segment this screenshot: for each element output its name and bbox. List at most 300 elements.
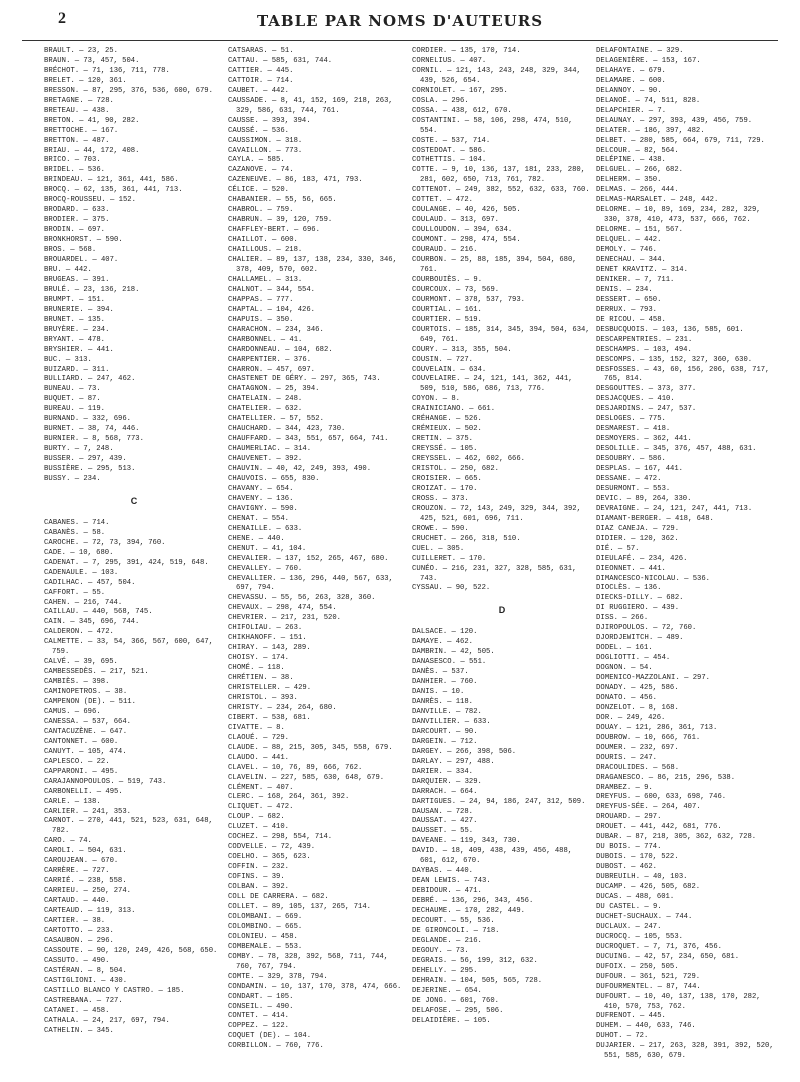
author-name: CLAOUÉ	[228, 733, 255, 742]
index-entry	[44, 425, 224, 435]
page-references: . — 442.	[254, 86, 289, 95]
author-name: DELCOUR	[596, 146, 627, 155]
page-references: . — 600.	[83, 737, 119, 746]
author-name: DELORME	[596, 226, 627, 235]
page-references: . — 118.	[438, 698, 473, 707]
author-name: DUCROCQ	[596, 932, 627, 941]
index-entry	[44, 847, 224, 857]
index-entry	[44, 728, 224, 738]
page-references: . — 234.	[74, 325, 110, 334]
index-entry	[412, 907, 592, 917]
author-name: DELMAS	[596, 186, 623, 195]
page-references: . — 247.	[626, 922, 662, 931]
author-name: DARTIGUES	[412, 797, 452, 806]
index-entry	[44, 857, 224, 867]
author-name: DUBAR	[596, 833, 619, 842]
index-entry	[228, 664, 408, 674]
author-name: CHRISTY	[228, 703, 259, 712]
index-entry	[412, 668, 592, 678]
author-name: DUCAMP	[596, 883, 623, 892]
page-references: . — 313.	[57, 355, 92, 364]
author-name: CHABRUN	[228, 216, 259, 225]
index-entry	[412, 1007, 592, 1017]
index-entry	[412, 887, 592, 897]
page-references: . — 33, 54, 366, 567, 600, 647, 759.	[52, 638, 214, 657]
author-name: CHIFOLIAU	[228, 624, 268, 633]
author-name: CADENAULE	[44, 568, 84, 577]
author-name: BRUGEAS	[44, 275, 75, 284]
page-references: . — 238, 558.	[70, 877, 127, 886]
author-name: CREYSSEL	[412, 455, 448, 464]
author-name: BRU	[44, 265, 58, 274]
page-references: . — 72, 73, 394, 760.	[74, 538, 166, 547]
index-entry	[44, 346, 224, 356]
page-references: . — 280, 585, 664, 679, 711, 729.	[622, 136, 765, 145]
page-number: 2	[58, 10, 66, 27]
author-name: DELAHAYE	[596, 66, 632, 75]
author-name: CASSOUTE	[44, 946, 80, 955]
index-entry	[412, 236, 592, 246]
page-references: . — 454.	[635, 654, 671, 663]
index-entry	[412, 867, 592, 877]
index-entry	[596, 1042, 776, 1062]
index-entry	[44, 226, 224, 236]
index-entry	[228, 415, 408, 425]
index-entry	[44, 166, 224, 176]
page-references: . — 350.	[258, 315, 294, 324]
index-entry	[44, 326, 224, 336]
author-name: DESMAREST	[596, 425, 636, 434]
page-references: . — 537, 664.	[74, 717, 131, 726]
author-name: CODVELLE	[228, 843, 264, 852]
page-references: . — 78, 328, 392, 568, 711, 744, 760, 767, 794.	[236, 952, 389, 971]
page-references: . — 119, 343, 730.	[442, 837, 521, 846]
author-name: CAUBET	[228, 86, 255, 95]
index-entry	[44, 678, 224, 688]
author-name: CHENAILLE	[228, 524, 268, 533]
page-references: . — 151.	[70, 295, 105, 304]
index-entry	[228, 774, 408, 784]
author-name: COURBOUIÈS	[412, 275, 457, 284]
author-name: CHAPTAL	[228, 305, 259, 314]
page-references: . — 495.	[83, 767, 119, 776]
page-references: . — 295, 506.	[447, 1006, 504, 1015]
index-entry	[44, 638, 224, 658]
page-references: . — 104, 505, 565, 728.	[442, 976, 543, 985]
page-references: . — 120.	[442, 628, 478, 637]
page-references: . — 87, 295, 376, 536, 600, 679.	[74, 86, 213, 95]
page-references: . — 121, 286, 361, 713.	[618, 723, 718, 732]
author-name: DEVRAIGNE	[596, 504, 636, 513]
index-entry	[44, 415, 224, 425]
page-references: . — 458.	[74, 1006, 110, 1015]
author-name: DEVIC	[596, 494, 619, 503]
page-references: . — 634.	[451, 365, 487, 374]
page-references: . — 472.	[438, 196, 473, 205]
index-entry	[228, 604, 408, 614]
page-references: . — 392.	[254, 883, 289, 892]
author-name: DAVID	[412, 847, 435, 856]
page-references: . — 38.	[96, 688, 128, 697]
index-entry	[44, 628, 224, 638]
author-name: DESFOSSES	[596, 365, 636, 374]
index-entry	[228, 336, 408, 346]
page-references: . — 8, 168.	[631, 703, 679, 712]
index-entry	[44, 698, 224, 708]
author-name: DROUARD	[596, 813, 627, 822]
index-entry	[44, 186, 224, 196]
page-references: . — 457, 697.	[258, 365, 315, 374]
page-references: . — 318.	[267, 136, 303, 145]
index-entry	[44, 688, 224, 698]
index-entry	[596, 1012, 776, 1022]
author-name: CONSEIL	[228, 1002, 259, 1011]
author-name: DELBET	[596, 136, 623, 145]
page-references: . — 538, 681.	[254, 713, 311, 722]
author-name: BRETTOCHE	[44, 126, 84, 135]
index-entry	[596, 346, 776, 356]
page-references: . — 89, 105, 137, 265, 714.	[254, 902, 371, 911]
page-references: . — 425, 586.	[622, 684, 679, 692]
page-references: . — 10, 680.	[61, 548, 114, 557]
page-references: . — 429.	[276, 684, 312, 692]
author-name: BUSSIÈRE	[44, 465, 80, 474]
page-references: . — 344, 423, 730.	[267, 425, 346, 434]
author-name: COLBAN	[228, 883, 255, 892]
page-references: . — 10.	[434, 688, 465, 697]
author-name: DELGUEL	[596, 166, 627, 175]
author-name: CHABROL	[228, 206, 259, 215]
page-references: . — 136.	[626, 584, 662, 593]
page-references: . — 39, 120, 759.	[258, 216, 333, 225]
page-references: . — 440.	[438, 867, 473, 876]
author-name: CLAUDE	[228, 743, 255, 752]
page-references: . — 456.	[622, 693, 657, 702]
index-entry	[228, 525, 408, 535]
author-name: COURY	[412, 345, 435, 354]
page-references: . — 234.	[66, 474, 101, 483]
index-entry	[412, 788, 592, 798]
author-name: CLIQUET	[228, 803, 259, 812]
page-references: . — 536.	[254, 126, 289, 135]
page-references: . — 478.	[70, 335, 105, 344]
author-name: DREYFUS	[596, 793, 627, 802]
index-entry	[412, 366, 592, 376]
index-entry	[412, 937, 592, 947]
author-name: DELMAS-MARSALET	[596, 196, 663, 205]
page-references: . — 72, 143, 249, 329, 344, 392, 425, 521, 601, 696, 711.	[420, 504, 581, 523]
author-name: DIEONNET	[596, 564, 632, 573]
index-entry	[44, 77, 224, 87]
author-name: CHAUVOIS	[228, 474, 264, 483]
index-entry	[228, 913, 408, 923]
page-references: . — 72.	[618, 1032, 649, 1041]
index-entry	[596, 853, 776, 863]
author-name: CHATAGNON	[228, 385, 268, 394]
page-references: . — 135.	[70, 315, 105, 324]
index-entry	[596, 654, 776, 664]
index-entry	[412, 395, 592, 405]
page-references: . — 104.	[276, 1032, 312, 1041]
author-name: DIECKS-DILLY	[596, 594, 649, 603]
page-references: . — 361, 521, 729.	[622, 972, 701, 981]
index-entry	[228, 256, 408, 276]
index-entry	[44, 589, 224, 599]
author-name: BRUNERIE	[44, 305, 80, 314]
index-entry	[596, 405, 776, 415]
author-name: DELAGENIÈRE	[596, 56, 645, 65]
author-name: COURTIER	[412, 315, 448, 324]
index-entry	[596, 833, 776, 843]
author-name: DUFOUR	[596, 972, 623, 981]
author-name: DAMAYE	[412, 638, 439, 647]
page-references: . — 438, 612, 670.	[434, 106, 512, 115]
page-references: . — 40, 42, 249, 393, 490.	[258, 465, 372, 474]
author-name: CUEL	[412, 544, 430, 553]
index-entry	[228, 565, 408, 575]
author-name: CUILLERET	[412, 554, 452, 563]
index-entry	[596, 336, 776, 346]
index-entry	[596, 1032, 776, 1042]
author-name: DIÉ	[596, 544, 610, 553]
author-name: CIVATTE	[228, 723, 259, 732]
author-name: DAYBAS	[412, 867, 439, 876]
page-references: . — 554.	[254, 514, 289, 523]
author-name: COSTE	[412, 136, 435, 145]
page-references: . — 407.	[83, 256, 119, 265]
page-references: . — 250, 274.	[74, 887, 131, 896]
page-references: . — 458.	[263, 932, 298, 941]
page-references: . — 248.	[267, 395, 303, 404]
author-name: COSLA	[412, 96, 435, 105]
index-entry	[228, 953, 408, 973]
index-entry	[44, 256, 224, 266]
page-references: . — 233.	[79, 926, 114, 935]
author-name: DE GIRONCOLI	[412, 926, 465, 935]
author-name: DENIKER	[596, 275, 627, 284]
index-entry	[412, 897, 592, 907]
page-references: . — 297.	[626, 813, 662, 822]
author-name: DARGEY	[412, 747, 439, 756]
author-name: COUSIN	[412, 355, 439, 364]
index-entry	[44, 927, 224, 937]
index-entry	[596, 714, 776, 724]
page-references: . — 170.	[442, 484, 478, 493]
index-entry	[596, 764, 776, 774]
author-name: CORNIL	[412, 66, 439, 75]
page-header	[36, 12, 764, 38]
author-name: CHALNOT	[228, 285, 259, 294]
author-name: BRONKHORST	[44, 236, 89, 245]
page-references: . — 51.	[263, 47, 294, 55]
page-references: . — 167, 295.	[451, 86, 508, 95]
index-column-1	[44, 47, 228, 1072]
page-references: . — 394.	[79, 305, 114, 314]
author-name: CORNELIUS	[412, 56, 452, 65]
author-name: CANTACUZÈNE	[44, 727, 93, 736]
index-entry	[596, 286, 776, 296]
author-name: BURNET	[44, 425, 71, 434]
author-name: CHAVIGNY	[228, 504, 264, 513]
index-column-3	[412, 47, 596, 1072]
author-name: DJORDJEWITCH	[596, 634, 649, 643]
index-entry	[596, 674, 776, 684]
page-references: . — 728.	[79, 96, 114, 105]
index-entry	[596, 326, 776, 336]
page-references: . — 633.	[456, 717, 491, 726]
author-name: DELANNOY	[596, 86, 632, 95]
author-name: CATHELIN	[44, 1026, 80, 1035]
page-references: . — 136, 296, 343, 456.	[434, 897, 534, 906]
page-references: . — 105, 474.	[70, 747, 127, 756]
index-entry	[228, 395, 408, 405]
index-entry	[412, 47, 592, 57]
index-entry	[228, 764, 408, 774]
index-entry	[412, 186, 592, 196]
page-references: . — 42, 505.	[442, 648, 495, 657]
author-name: CAMBIÈS	[44, 678, 75, 687]
author-name: DREYFUS-SÉE	[596, 803, 645, 812]
page-references: . — 600.	[263, 236, 298, 245]
index-entry	[412, 997, 592, 1007]
page-references: . — 440.	[74, 897, 110, 906]
index-entry	[596, 724, 776, 734]
index-entry	[44, 216, 224, 226]
index-entry	[596, 634, 776, 644]
author-name: CHRISTOL	[228, 693, 264, 702]
index-entry	[412, 827, 592, 837]
page-references: . — 654.	[447, 986, 482, 995]
author-name: CASTIGLIONI	[44, 976, 93, 985]
author-name: DESOLILLE	[596, 445, 636, 454]
author-name: CRÉMIEUX	[412, 425, 448, 434]
page-references: . — 119, 313.	[79, 907, 136, 916]
index-entry	[44, 276, 224, 286]
author-name: COUVELAIN	[412, 365, 452, 374]
author-name: CAVAILLON	[228, 146, 268, 155]
page-references: . — 55, 56, 665.	[267, 196, 337, 205]
index-entry	[412, 455, 592, 465]
index-entry	[228, 67, 408, 77]
author-name: DELÉPINE	[596, 156, 632, 165]
index-entry	[596, 913, 776, 923]
page-references: . — 185, 314, 345, 394, 504, 634, 649, 761.	[420, 325, 590, 344]
author-name: CARTEAUD	[44, 907, 80, 916]
page-references: . — 103.	[83, 568, 119, 577]
page-references: . — 418.	[635, 425, 671, 434]
page-references: . — 568.	[644, 763, 680, 772]
page-references: . — 601, 760.	[442, 996, 499, 1005]
page-references: . — 232, 697.	[622, 743, 679, 752]
page-references: . — 661.	[460, 405, 496, 414]
author-name: COLLET	[228, 902, 255, 911]
page-references: . — 537, 714.	[434, 136, 491, 145]
page-references: . — 782.	[447, 708, 482, 716]
page-references: . — 774.	[626, 843, 662, 852]
page-references: . — 471.	[447, 887, 482, 896]
page-references: . — 697.	[70, 226, 105, 235]
author-name: COTTENOT	[412, 186, 448, 195]
page-references: . — 729.	[644, 524, 680, 533]
page-references: . — 727.	[438, 355, 473, 364]
page-references: . — 502.	[447, 425, 482, 434]
page-references: . — 746.	[622, 246, 657, 255]
author-name: CHAVENY	[228, 494, 259, 503]
index-entry	[44, 147, 224, 157]
section-letter: C	[130, 495, 138, 506]
index-entry	[228, 147, 408, 157]
index-entry	[412, 286, 592, 296]
page-references: . — 682.	[250, 813, 285, 822]
page-references: . — 39, 695.	[66, 658, 118, 667]
index-entry	[412, 638, 592, 648]
index-entry	[228, 823, 408, 833]
author-name: COURTOIS	[412, 325, 448, 334]
author-name: DOGNON	[596, 664, 623, 673]
page-references: . — 696.	[285, 226, 320, 235]
author-name: CAPLESCO	[44, 757, 80, 766]
author-name: CLOUP	[228, 813, 251, 822]
author-name: DIAMANT-BERGER	[596, 514, 658, 523]
author-name: CARLE	[44, 797, 67, 806]
page-references: . — 8.	[434, 395, 460, 404]
index-entry	[412, 535, 592, 545]
author-name: DESCARPENTRIES	[596, 335, 658, 344]
author-name: BRICO	[44, 156, 67, 165]
page-references: . — 773.	[267, 146, 303, 155]
author-name: CONDAMIN	[228, 982, 264, 991]
page-references: . — 398.	[74, 678, 110, 687]
page-references: . — 343, 551, 657, 664, 741.	[267, 435, 389, 444]
author-name: CROWE	[412, 524, 435, 533]
page-references: . — 600.	[631, 76, 666, 85]
page-references: . — 58, 106, 298, 474, 510, 554.	[420, 116, 573, 135]
index-entry	[44, 176, 224, 186]
index-entry	[412, 555, 592, 565]
index-entry	[596, 784, 776, 794]
page-references: . — 86, 183, 471, 793.	[267, 176, 363, 185]
author-name: BRETEAU	[44, 106, 75, 115]
index-entry	[228, 97, 408, 117]
author-name: CHARDONNEAU	[228, 345, 277, 354]
author-name: CARNOT	[44, 817, 71, 826]
author-name: COFFIN	[228, 863, 255, 872]
author-name: CHAUVENET	[228, 455, 268, 464]
index-entry	[228, 196, 408, 206]
author-name: BRELET	[44, 76, 71, 85]
author-name: CROISIER	[412, 474, 448, 483]
index-entry	[412, 465, 592, 475]
page-references: . — 727.	[88, 996, 123, 1005]
author-name: COQUET (DE)	[228, 1032, 277, 1041]
index-entry	[228, 1022, 408, 1032]
author-name: BRAUN	[44, 56, 67, 65]
index-entry	[44, 107, 224, 117]
author-name: CHAUMERLIAC	[228, 445, 277, 454]
page-references: . — 495.	[88, 787, 123, 796]
author-name: DOMENICO-MAZZOLANI	[596, 674, 676, 683]
index-entry	[228, 744, 408, 754]
index-entry	[596, 97, 776, 107]
page-references: . — 73, 569.	[447, 285, 500, 294]
index-entry	[228, 366, 408, 376]
author-name: BUQUET	[44, 395, 71, 404]
index-entry	[228, 535, 408, 545]
page-references: . — 344.	[631, 256, 666, 265]
author-name: CATHALA	[44, 1016, 75, 1025]
index-entry	[596, 366, 776, 386]
author-name: CHATELIER	[228, 405, 268, 414]
